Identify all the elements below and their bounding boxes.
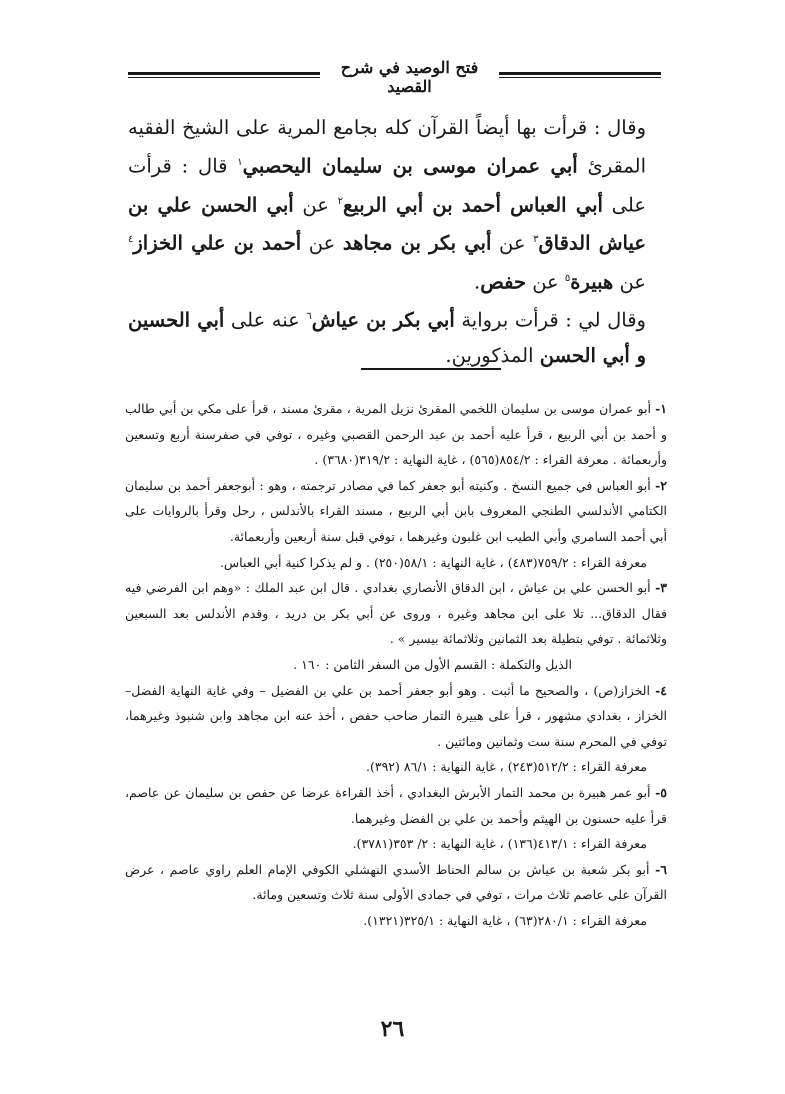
narrator-name: هبيرة (570, 270, 614, 293)
footnote-4: ٤- الخزاز(ص) ، والصحيح ما أثبت . وهو أبو جعفر أحمد بن علي بن الفضيل – وفي غاية النهاية الفضل– الخزاز ، بغدادي مشهور ، قرأ على هبيرة التمار صاحب حفص ، أخذ عنه ابن مجاهد وابن شنبوذ وغيرهما، توفي في المحرم سنة ست وثمانين ومائتين . (125, 682, 667, 749)
header-rule-right-thin (499, 77, 661, 78)
footnote-6-reference: معرفة القراء : ٢٨٠/١(٦٣) ، غاية النهاية : ٣٢٥/١(١٣٢١). (363, 912, 647, 928)
narrator-name: أبي العباس أحمد بن أبي الربيع (342, 193, 603, 216)
footnotes (125, 396, 667, 933)
footnote-marker: ١ (237, 157, 243, 168)
footnote-6: ٦- أبو بكر شعبة بن عياش بن سالم الحناط الأسدي النهشلي الكوفي الإمام العلم راوي عاصم ، عرض القرآن على عاصم ثلاث مرات ، توفي في جمادى الأولى سنة ثلاث وتسعين ومائة. (125, 861, 667, 903)
page-header (128, 56, 661, 96)
narrator-name: أبي الحسين و أبي الحسن (128, 308, 646, 367)
footnote-2-reference: معرفة القراء : ٧٥٩/٢(٤٨٣) ، غاية النهاية : ٥٨/١(٢٥٠) . و لم يذكرا كنية أبي العباس. (219, 554, 647, 570)
header-rule-left (128, 72, 320, 75)
footnote-marker: ٤ (128, 234, 134, 245)
footnote-5: ٥- أبو عمر هبيرة بن محمد التمار الأبرش البغدادي ، أخذ القراءة عرضا عن حفص بن سليمان عن عاصم، قرأ عليه حسنون بن الهيثم وأحمد بن علي بن الفضل وغيرهما. (125, 784, 667, 826)
narrator-name: أبي عمران موسى بن سليمان اليحصبي (242, 154, 578, 178)
footnote-4-reference: معرفة القراء : ٥١٢/٢(٢٤٣) ، غاية النهاية : ٨٦/١ (٣٩٢). (366, 759, 647, 775)
running-title: فتح الوصيد في شرح القصيد (340, 58, 479, 96)
footnote-separator (361, 368, 501, 370)
footnote-3-reference: الذيل والتكملة : القسم الأول من السفر الثامن : ١٦٠ . (293, 656, 572, 672)
footnote-marker: ٣ (533, 234, 539, 245)
narrator-name: أحمد بن علي الخزاز (133, 231, 302, 255)
page-number: ٢٦ (380, 1016, 405, 1042)
footnote-3: ٣- أبو الحسن علي بن عياش ، ابن الدقاق الأنصاري بغدادي . قال ابن عبد الملك : «وهم ابن الفرضي فيه فقال الدقاق... تلا على ابن مجاهد وغيره ، وروى عن أبي بكر بن دريد ، وقدم الأندلس بعد السبعين وثلاثمائة . توفي بتطيلة بعد الثمانين وثلاثمائة بيسير » . (125, 580, 667, 647)
footnote-marker: ٦ (306, 311, 312, 322)
footnote-marker: ٢ (337, 195, 343, 207)
footnote-2: ٢- أبو العباس في جميع النسخ . وكنيته أبو جعفر كما في مصادر ترجمته ، وهو : أبوجعفر أحمد بن سليمان الكتامي الأندلسي الطنجي المعروف بابن أبي الربيع ، مسند القراء بالأندلس ، رحل وقرأ بالروايات على أبي أحمد السامري وأبي الطيب ابن غلبون وغيرهما ، توفي قبل سنة أربعين وأربعمائة. (125, 477, 667, 544)
footnote-5-reference: معرفة القراء : ٤١٣/١(١٣٦) ، غاية النهاية : ٢/ ٣٥٣(٣٧٨١). (352, 836, 647, 852)
narrator-name: أبي بكر بن مجاهد (342, 231, 492, 255)
narrator-name: أبي الحسن علي بن عياش الدقاق (128, 193, 646, 255)
paragraph-2: وقال لي : قرأت برواية أبي بكر بن عياش$^٦$ عنه على أبي الحسين و أبي الحسن المذكورين. (128, 308, 646, 367)
narrator-name: أبي بكر بن عياش (311, 308, 455, 332)
footnote-marker: ٥ (564, 272, 571, 284)
header-rule-left-thin (128, 77, 320, 78)
narrator-name: حفص (480, 270, 527, 293)
paragraph-1: وقال : قرأت بها أيضاً القرآن كله بجامع المرية على الشيخ الفقيه المقرئ أبي عمران موسى بن سليمان اليحصبي$^١$ قال : قرأت على أبي العباس أحمد بن أبي الربيع$^٢$ عن أبي الحسن علي بن عياش الدقاق$^٣$ عن أبي بكر بن مجاهد عن أحمد بن علي الخزاز$^٤$ عن هبيرة$^٥$ عن حفص. (128, 116, 647, 293)
footnote-1: ١- أبو عمران موسى بن سليمان اللخمي المقرئ نزيل المرية ، مقرئ مسند ، قرأ على مكي بن أبي طالب و أحمد بن أبي الربيع ، قرأ عليه أحمد بن عبد الرحمن القصبي وغيره ، توفي في صفرسنة أربع وتسعين وأربعمائة . معرفة القراء : ٨٥٤/٢(٥٦٥) ، غاية النهاية : ٣١٩/٢(٣٦٨٠) . (125, 401, 667, 468)
main-text (128, 110, 666, 373)
header-rule-right (499, 72, 661, 75)
